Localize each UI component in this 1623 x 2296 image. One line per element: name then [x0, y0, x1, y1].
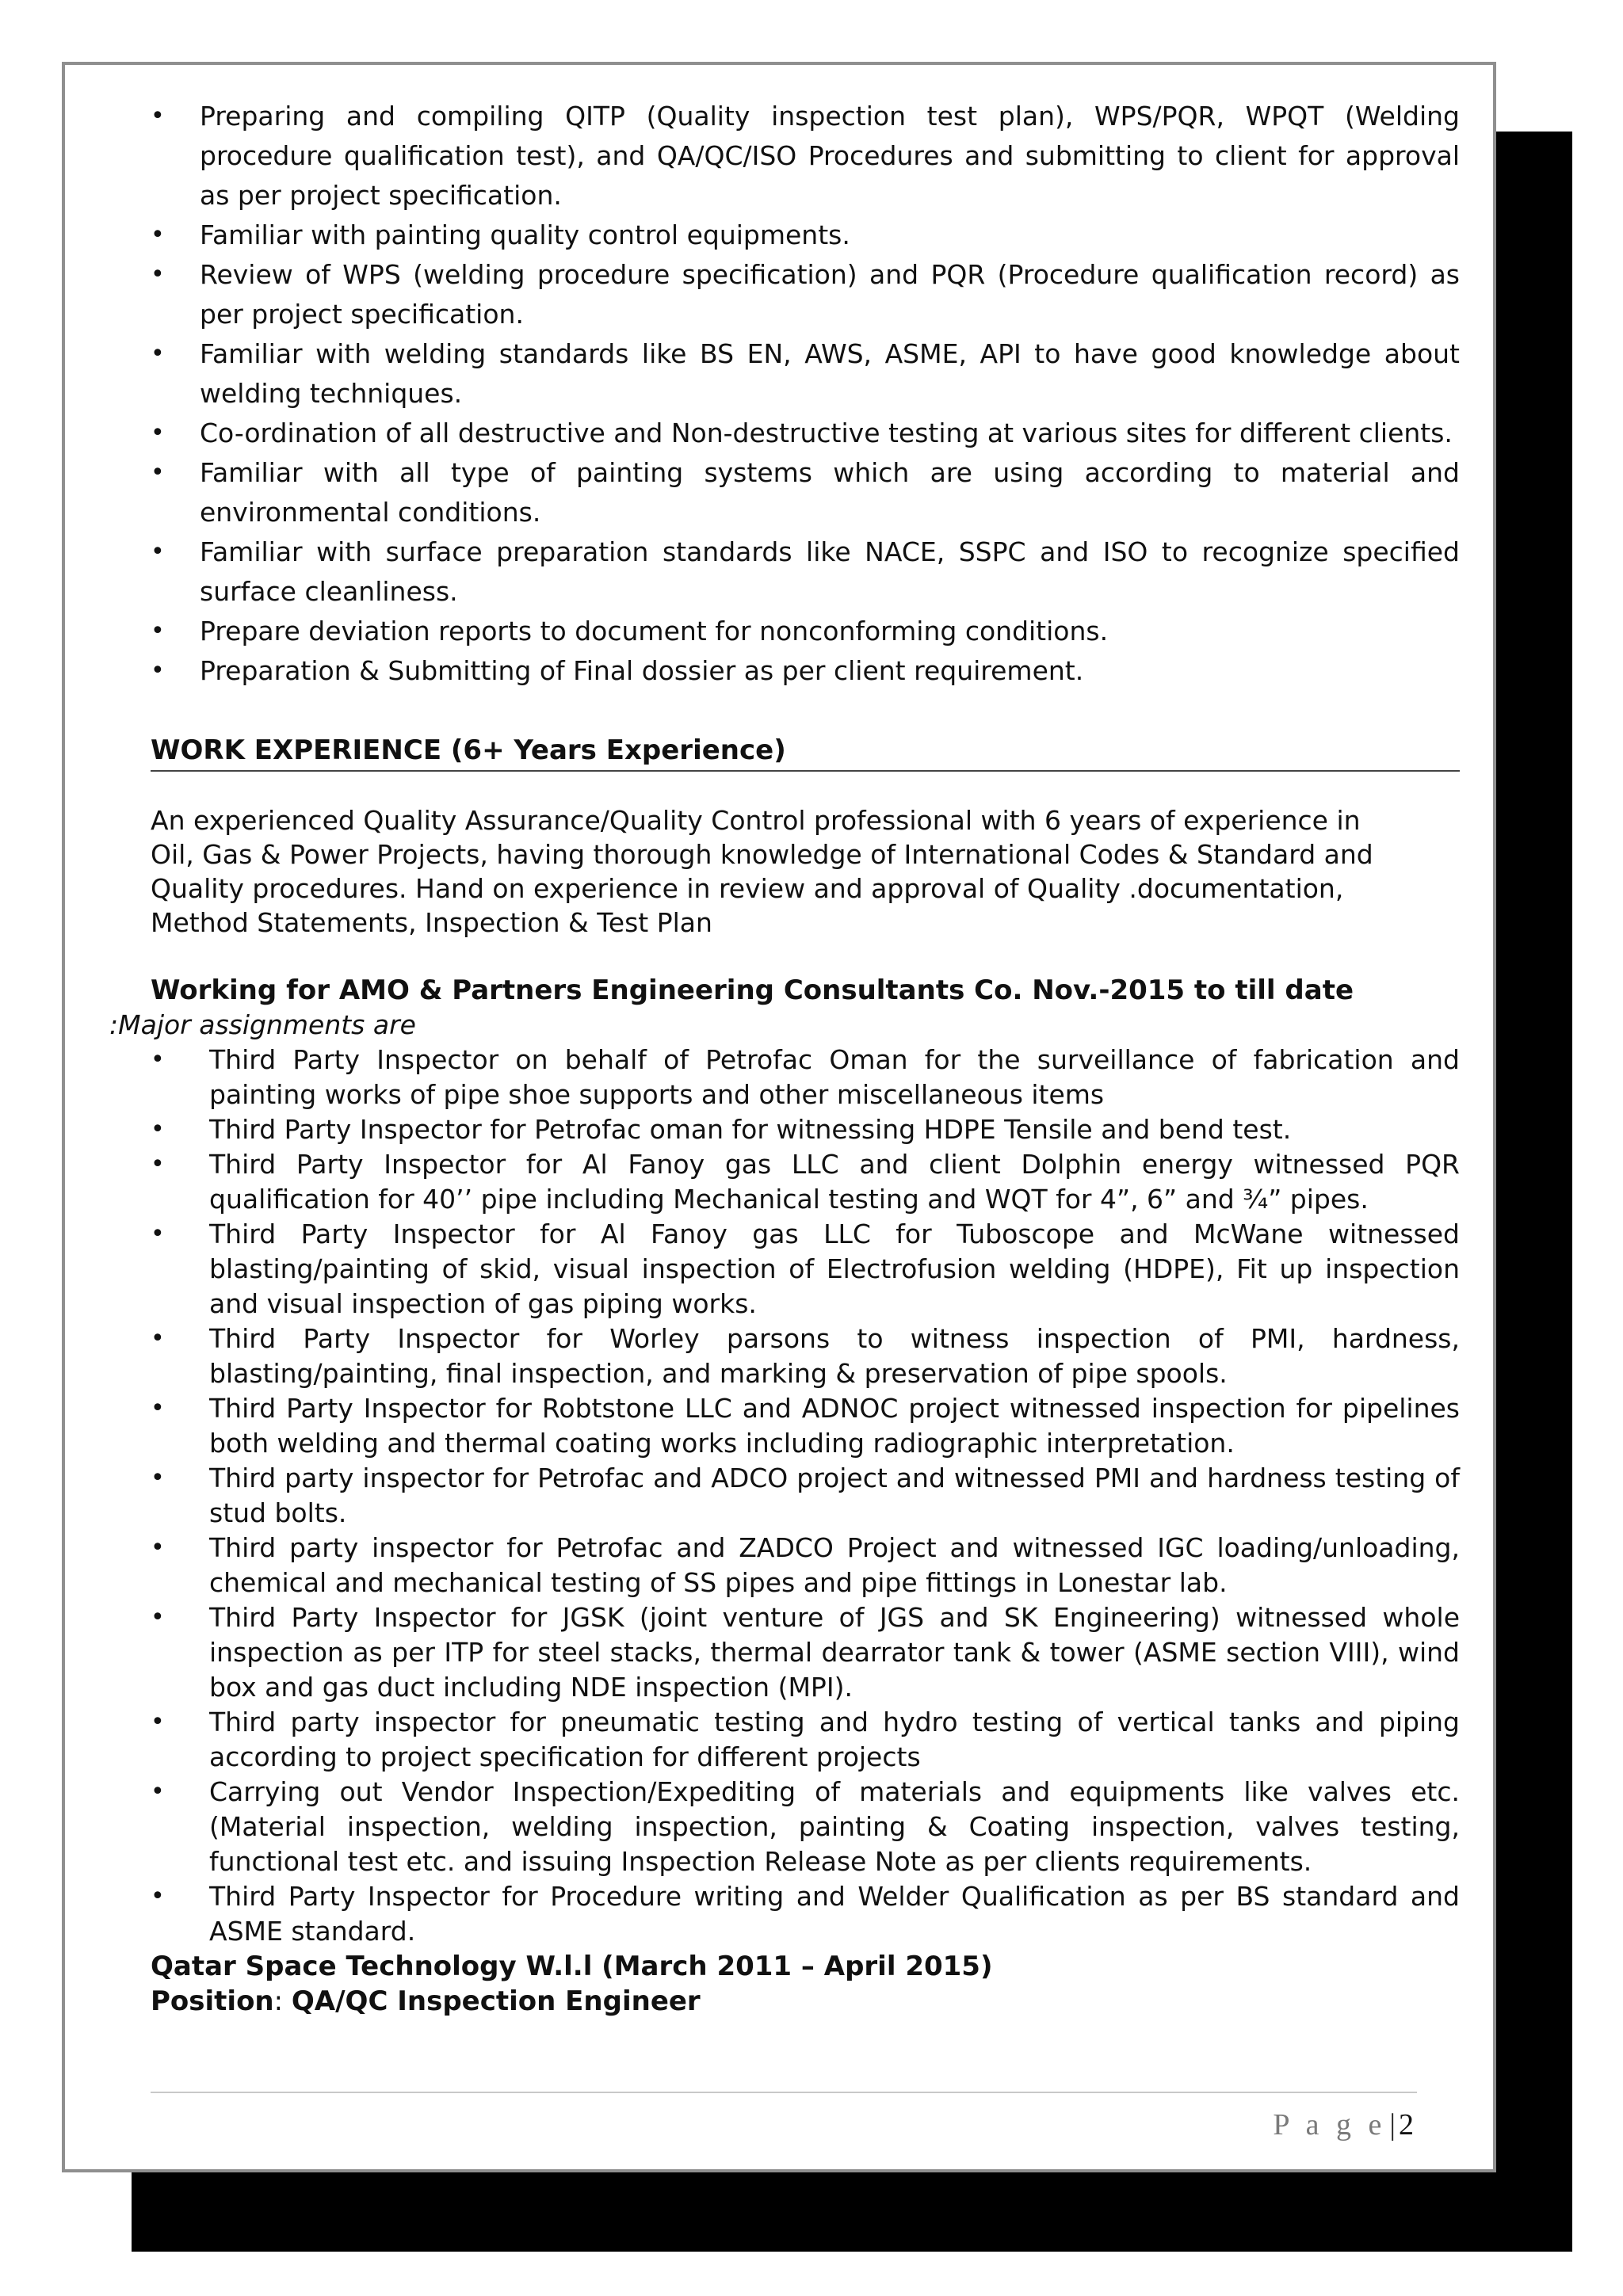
list-item: • Preparing and compiling QITP (Quality inspection test plan), WPS/PQR, WPQT (Welding procedure qualification test), and QA/QC/ISO Procedures and submitting to client for approval as per project specification.: [151, 97, 1460, 215]
experience-summary: An experienced Quality Assurance/Quality Control professional with 6 years of experience in Oil, Gas & Power Projects, having thorough knowledge of International Codes & Standard and Quality procedures. Hand on experience in review and approval of Quality .documentation, Method Statements, Inspection & Test Plan: [151, 805, 1373, 938]
list-item: • Familiar with welding standards like BS EN, AWS, ASME, API to have good knowledge about welding techniques.: [151, 334, 1460, 414]
page-content: [109, 97, 1460, 2019]
position-separator: :: [273, 1985, 292, 2017]
list-item: • Review of WPS (welding procedure specification) and PQR (Procedure qualification record) as per project specification.: [151, 255, 1460, 334]
page-word: P a g e: [1273, 2108, 1387, 2142]
list-item: • Third Party Inspector for Al Fanoy gas LLC and client Dolphin energy witnessed PQR qualification for 40’’ pipe including Mechanical testing and WQT for 4”, 6” and ¾” pipes.: [151, 1147, 1460, 1217]
position-label: Position: [151, 1985, 274, 2017]
current-employer: Working for AMO & Partners Engineering Consultants Co. Nov.-2015 to till date: [151, 974, 1354, 1006]
list-item: • Familiar with all type of painting systems which are using according to material and environmental conditions.: [151, 453, 1460, 532]
list-item: • Third Party Inspector for Worley parsons to witness inspection of PMI, hardness, blasting/painting, final inspection, and marking & preservation of pipe spools.: [151, 1322, 1460, 1391]
list-item: • Third Party Inspector for Procedure writing and Welder Qualification as per BS standard and ASME standard.: [151, 1879, 1460, 1949]
list-item: • Carrying out Vendor Inspection/Expediting of materials and equipments like valves etc. (Material inspection, welding inspection, painting & Coating inspection, valves testing, functional test etc. and issuing Inspection Release Note as per clients requirements.: [151, 1775, 1460, 1879]
assignments-list: [151, 1043, 1460, 1949]
responsibilities-list: [151, 97, 1460, 691]
footer-divider: [151, 2092, 1417, 2093]
list-item: • Third party inspector for Petrofac and ZADCO Project and witnessed IGC loading/unloading, chemical and mechanical testing of SS pipes and pipe fittings in Lonestar lab.: [151, 1531, 1460, 1600]
assignments-label: :Major assignments are: [109, 1009, 416, 1040]
position-line: [151, 1984, 1460, 2019]
list-item: • Third Party Inspector on behalf of Petrofac Oman for the surveillance of fabrication and painting works of pipe shoe supports and other miscellaneous items: [151, 1043, 1460, 1112]
page-footer: [1273, 2107, 1414, 2142]
list-item: • Co-ordination of all destructive and Non-destructive testing at various sites for different clients.: [151, 414, 1460, 453]
document-page: [62, 62, 1496, 2172]
list-item: • Preparation & Submitting of Final dossier as per client requirement.: [151, 651, 1460, 691]
position-value: QA/QC Inspection Engineer: [291, 1985, 701, 2017]
page-number: 2: [1399, 2108, 1414, 2142]
list-item: • Third Party Inspector for JGSK (joint venture of JGS and SK Engineering) witnessed whole inspection as per ITP for steel stacks, thermal dearrator tank & tower (ASME section VIII), wind box and gas duct including NDE inspection (MPI).: [151, 1600, 1460, 1705]
list-item: • Third Party Inspector for Petrofac oman for witnessing HDPE Tensile and bend test.: [151, 1112, 1460, 1147]
list-item: • Familiar with surface preparation standards like NACE, SSPC and ISO to recognize specified surface cleanliness.: [151, 532, 1460, 612]
list-item: • Third party inspector for Petrofac and ADCO project and witnessed PMI and hardness testing of stud bolts.: [151, 1461, 1460, 1531]
list-item: • Third Party Inspector for Robtstone LLC and ADNOC project witnessed inspection for pipelines both welding and thermal coating works including radiographic interpretation.: [151, 1391, 1460, 1461]
previous-employer: Qatar Space Technology W.l.l (March 2011 – April 2015): [151, 1951, 993, 1982]
list-item: • Third Party Inspector for Al Fanoy gas LLC for Tuboscope and McWane witnessed blasting/painting of skid, visual inspection of Electrofusion welding (HDPE), Fit up inspection and visual inspection of gas piping works.: [151, 1217, 1460, 1322]
list-item: • Familiar with painting quality control equipments.: [151, 215, 1460, 255]
work-experience-heading: WORK EXPERIENCE (6+ Years Experience): [151, 732, 1460, 772]
list-item: • Third party inspector for pneumatic testing and hydro testing of vertical tanks and piping according to project specification for different projects: [151, 1705, 1460, 1775]
list-item: • Prepare deviation reports to document for nonconforming conditions.: [151, 612, 1460, 651]
page-separator: |: [1389, 2108, 1396, 2142]
